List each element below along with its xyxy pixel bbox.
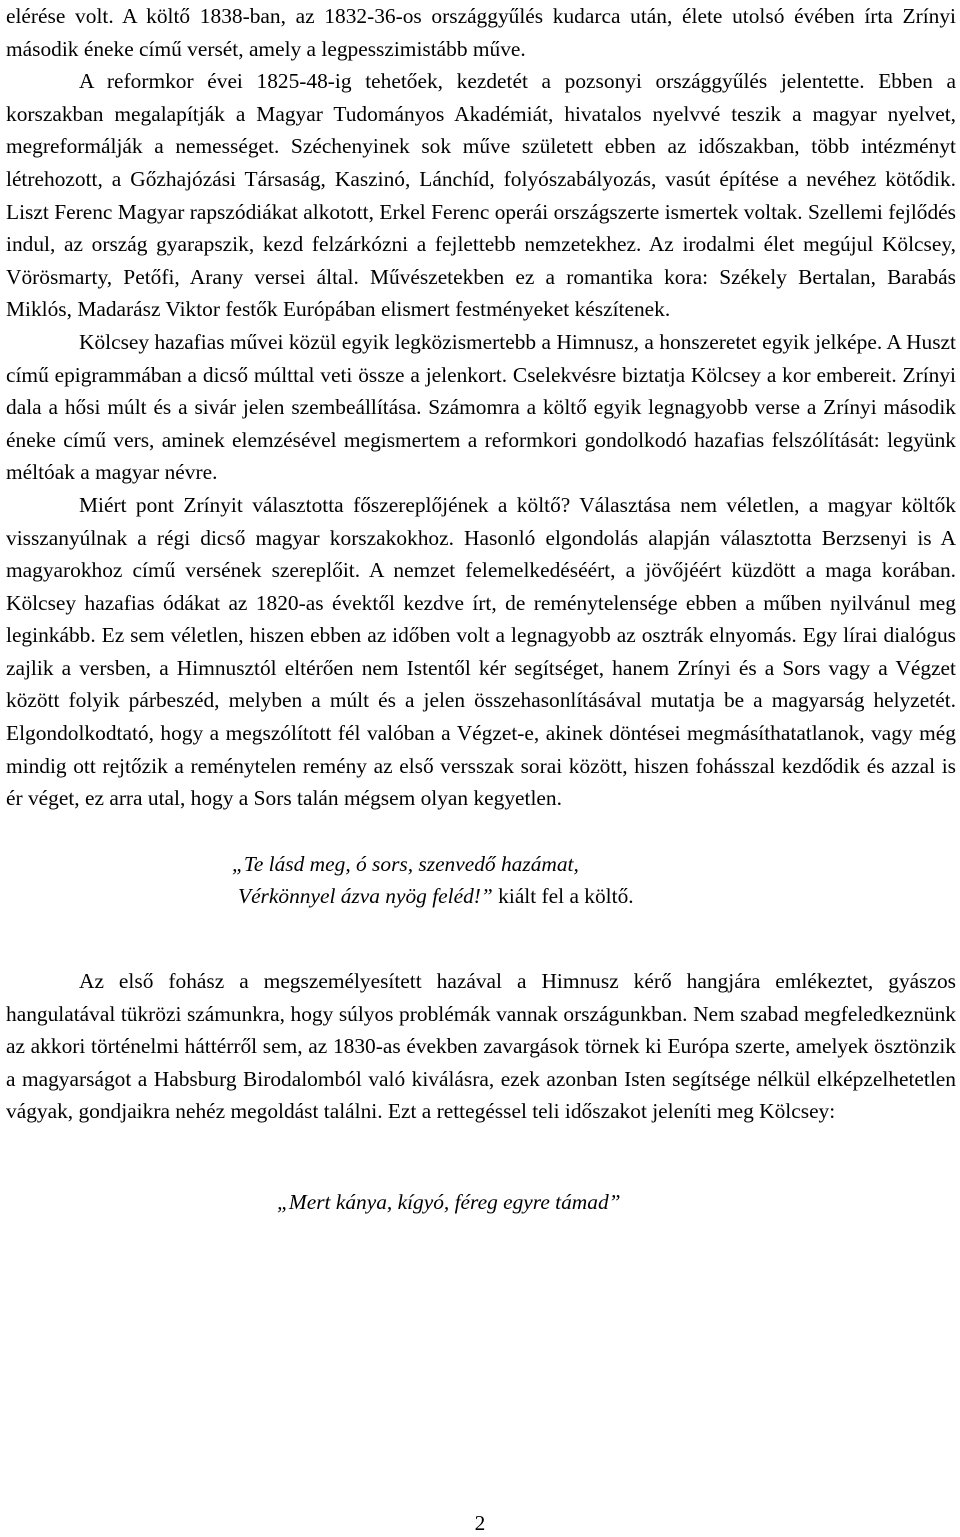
paragraph-why-zrinyi: Miért pont Zrínyit választotta főszereplőjének a költő? Választása nem véletlen, a magyar költők visszanyúlnak a régi dicső magyar korszakokhoz. Hasonló elgondolás alapján választotta Berzsenyi is A magyarokhoz című versének szereplőit. A nemzet felemelkedéséért, a jövőjéért küzdött a maga korában. Kölcsey hazafias ódákat az 1820-as évektől kezdve írt, de reménytelensége ebben a műben nyilvánul meg leginkább. Ez sem véletlen, hiszen ebben az időben volt a legnagyobb az osztrák elnyomás. Egy lírai dialógus zajlik a versben, a Himnusztól eltérően nem Istentől kér segítséget, hanem Zrínyi és a Sors vagy a Végzet között folyik párbeszéd, melyben a múlt és a jelen összehasonlításával mutatja be a magyarság helyzetét. Elgondolkodtató, hogy a megszólított fél valóban a Végzet-e, akinek döntései megmásíthatatlanok, vagy még mindig ott rejtőzik a reménytelen remény az első versszak sorai között, hiszen fohásszal kezdődik és azzal is ér véget, ez arra utal, hogy a Sors talán mégsem olyan kegyetlen. [6, 492, 956, 811]
quote-mert-kanya: „Mert kánya, kígyó, féreg egyre támad” [277, 1190, 621, 1214]
paragraph-intro: elérése volt. A költő 1838-ban, az 1832-36-os országgyűlés kudarca után, élete utolsó évében írta Zrínyi második éneke című versét, amely a legpesszimistább műve. [6, 4, 956, 61]
quote-line-2 [6, 880, 956, 913]
quote-attribution: kiált fel a költő. [492, 884, 634, 909]
document-page [6, 0, 956, 1219]
paragraph-reform-era: A reformkor évei 1825-48-ig tehetőek, kezdetét a pozsonyi országgyűlés jelentette. Ebben a korszakban megalapítják a Magyar Tudományos Akadémiát, hivatalos nyelvvé teszik a magyar nyelvet, megreformálják a nemességet. Széchenyinek sok műve született ebben az időszakban, több intézményt létrehozott, a Gőzhajózási Társaság, Kaszinó, Lánchíd, folyószabályozás, vasút építése a nevéhez kötődik. Liszt Ferenc Magyar rapszódiákat alkotott, Erkel Ferenc operái országszerte ismertek voltak. Szellemi fejlődés indul, az ország gyarapszik, kezd felzárkózni a fejlettebb nemzetekhez. Az irodalmi élet megújul Kölcsey, Vörösmarty, Petőfi, Arany versei által. Művészetekben ez a romantika kora: Székely Bertalan, Barabás Miklós, Madarász Viktor festők Európában elismert festményeket készítenek. [6, 69, 956, 322]
quote-line-1: „Te lásd meg, ó sors, szenvedő hazámat, [232, 851, 579, 876]
paragraph-first-prayer: Az első fohász a megszemélyesített hazával a Himnusz kérő hangjára emlékeztet, gyászos hangulatával tükrözi számunkra, hogy súlyos problémák vannak országunkban. Nem szabad megfeledkeznünk az akkori történelmi háttérről sem, az 1830-as években zavargások törnek ki Európa szerte, amelyek ösztönzik a magyarságot a Habsburg Birodalomból való kiválásra, ezek azonban Isten segítsége nélkül elképzelhetetlen vágyak, gondjaikra nehéz megoldást találni. Ezt a rettegéssel teli időszakot jeleníti meg Kölcsey: [6, 969, 956, 1124]
page-number: 2 [474, 1511, 486, 1535]
quote-line-2-text: Vérkönnyel ázva nyög feléd!” [238, 884, 493, 909]
paragraph-kolcsey-works: Kölcsey hazafias művei közül egyik legközismertebb a Himnusz, a honszeretet egyik jelképe. A Huszt című epigrammában a dicső múlttal veti össze a jelenkort. Cselekvésre biztatja Kölcsey a kor embereit. Zrínyi dala a hősi múlt és a sivár jelen szembeállítása. Számomra a költő egyik legnagyobb verse a Zrínyi második éneke című vers, aminek elemzésével megismertem a reformkori gondolkodó hazafias felszólítását: legyünk méltóak a magyar névre. [6, 329, 956, 485]
